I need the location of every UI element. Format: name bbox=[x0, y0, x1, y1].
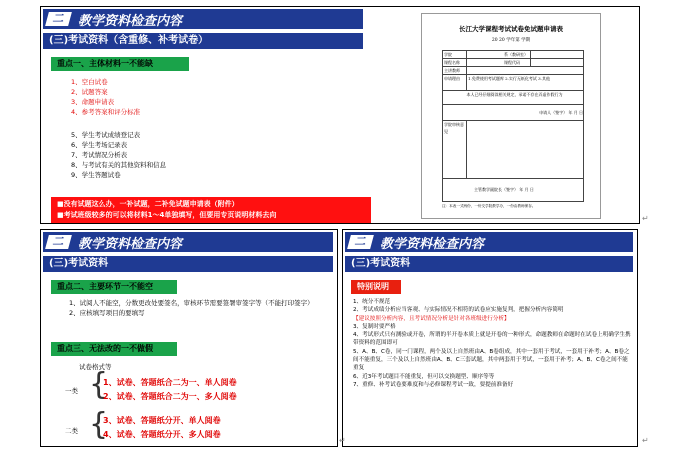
title-bar bbox=[43, 9, 363, 29]
paragraph-mark-icon: ↵ bbox=[642, 214, 649, 223]
option-item: 4、试卷、答题纸分开、多人阅卷 bbox=[103, 430, 221, 439]
list-item: 6、近3年考试题目不能重复，但可以交换题型、顺序等等 bbox=[353, 373, 495, 380]
group2-options bbox=[103, 414, 221, 442]
slide-bottom-right bbox=[342, 229, 638, 447]
option-item: 3、试卷、答题纸分开、单人阅卷 bbox=[103, 416, 221, 425]
group-label: 试卷格式等 bbox=[79, 363, 112, 371]
group2-label: 二类 bbox=[65, 427, 78, 435]
exemption-form-image bbox=[421, 13, 601, 219]
list-item: 7、考试情况分析表 bbox=[71, 151, 128, 159]
paragraph-mark-icon: ↵ bbox=[339, 436, 346, 445]
list-item: 1、试阅人不能空，分数更改处要签名，审核环节需要签署审签字等（不能打印签字） bbox=[69, 299, 314, 307]
key-point-2: 重点二、主要环节一不能空 bbox=[51, 280, 177, 294]
required-items-red bbox=[71, 77, 140, 117]
red-note: ■没有试题这么办，一补试题，二补免试题申请表（附件） bbox=[57, 200, 239, 208]
section-title: 教学资料检查内容 bbox=[78, 13, 183, 29]
list-item: 2、考试成绩分析应当客观、与实际情况不相符的试卷应实施复判，把握分析内容简明 bbox=[353, 307, 564, 314]
form-row: 课程名称 课程代码 bbox=[443, 59, 583, 67]
title-bar bbox=[43, 232, 333, 252]
brace-icon: { bbox=[89, 407, 109, 442]
subtitle-bar: (三)考试资料（含重修、补考试卷） bbox=[43, 33, 363, 49]
section-number: 二 bbox=[347, 235, 374, 249]
list-item: 4、参考答案和评分标准 bbox=[71, 108, 141, 116]
title-bar bbox=[345, 232, 633, 252]
form-subtitle: 20 20 学年第 学期 bbox=[491, 38, 531, 43]
red-notes-box bbox=[51, 197, 371, 223]
form-note: 注：本表一式两份，一份交学院教学办，一份由教师保存。 bbox=[442, 204, 536, 208]
special-note-tag: 特别说明 bbox=[351, 280, 401, 294]
subtitle-bar: (三)考试资料 bbox=[345, 256, 633, 272]
list-item: 1、统分不规范 bbox=[353, 299, 391, 305]
list-item: 6、学生考场记录表 bbox=[71, 141, 128, 149]
form-row: 学院 系（教研室） bbox=[443, 51, 583, 59]
special-note-list bbox=[353, 298, 631, 389]
key-point-2-list bbox=[69, 298, 331, 318]
form-row: 主讲教师 bbox=[443, 67, 583, 75]
list-item: 3、命题申请表 bbox=[71, 98, 115, 106]
required-items-black bbox=[71, 130, 166, 180]
form-row: 本人已经仔细阅读相关规定，承诺不存在弄虚作假行为 bbox=[443, 91, 583, 105]
list-item: 7、重修、补考试卷要难度和与必修课程考试一致，要提前准备好 bbox=[353, 381, 514, 388]
group1-label: 一类 bbox=[65, 387, 78, 395]
form-row: 申请理由 1.免费使用考试题库 2.实行无纸化考试 3.其他 bbox=[443, 75, 583, 91]
option-item: 1、试卷、答题纸合二为一、单人阅卷 bbox=[103, 378, 237, 387]
section-title: 教学资料检查内容 bbox=[380, 236, 485, 252]
paragraph-mark-icon: ↵ bbox=[642, 436, 649, 445]
form-table bbox=[442, 50, 584, 202]
form-title: 长江大学课程考试试卷免试题申请表 bbox=[459, 25, 563, 33]
list-item: 9、学生答题试卷 bbox=[71, 171, 121, 179]
list-item: 4、考试形式只有测验或开卷，所谓的半开卷本质上就是开卷的一种形式，命题教师在命题时在试卷上明确学生携带资料的范围即可 bbox=[353, 332, 631, 347]
list-item: 8、与考试有关的其他资料和信息 bbox=[71, 161, 167, 169]
subtitle-bar: (三)考试资料 bbox=[43, 256, 333, 272]
list-item: 5、学生考试成绩登记表 bbox=[71, 131, 141, 139]
slide-bottom-left bbox=[40, 229, 338, 447]
list-item: 1、空白试卷 bbox=[71, 78, 108, 86]
form-row: 学院审核意见 bbox=[443, 121, 583, 179]
key-point-1: 重点一、主体材料一不能缺 bbox=[51, 57, 189, 71]
section-title: 教学资料检查内容 bbox=[78, 236, 183, 252]
list-item: 3、复制时要严格 bbox=[353, 323, 396, 330]
list-item: 2、应核填写项目的要填写 bbox=[69, 309, 145, 317]
form-row: 申请人（签字） 年 月 日 bbox=[443, 105, 583, 121]
key-point-3: 重点三、无法改的一不做假 bbox=[51, 342, 177, 356]
red-note: ■考试班级较多的可以将材料1～4单独填写，但要用专页说明材料去向 bbox=[57, 211, 277, 219]
list-item: 【建议按照分析内容，且考试情况分析是针对各班级进行分析】 bbox=[353, 315, 510, 322]
list-item: 2、试题答案 bbox=[71, 88, 108, 96]
list-item: 5、A、B、C卷，同一门课程，两个及以上自然班由A、B卷组成，其中一套用于考试，一套用于补考；A、B卷之间不能重复，三个及以上自然班由A、B、C三套试题，其中两套用于考试，一套用于补考；A、B、C卷之间不能重复 bbox=[353, 348, 630, 372]
group1-options bbox=[103, 376, 237, 404]
section-number: 二 bbox=[45, 235, 72, 249]
form-row: 主管教学副院长（签字） 年 月 日 bbox=[474, 187, 534, 192]
option-item: 2、试卷、答题纸合二为一、多人阅卷 bbox=[103, 392, 237, 401]
section-number: 二 bbox=[45, 12, 72, 26]
slide-top bbox=[40, 6, 640, 224]
brace-icon: { bbox=[89, 367, 109, 402]
